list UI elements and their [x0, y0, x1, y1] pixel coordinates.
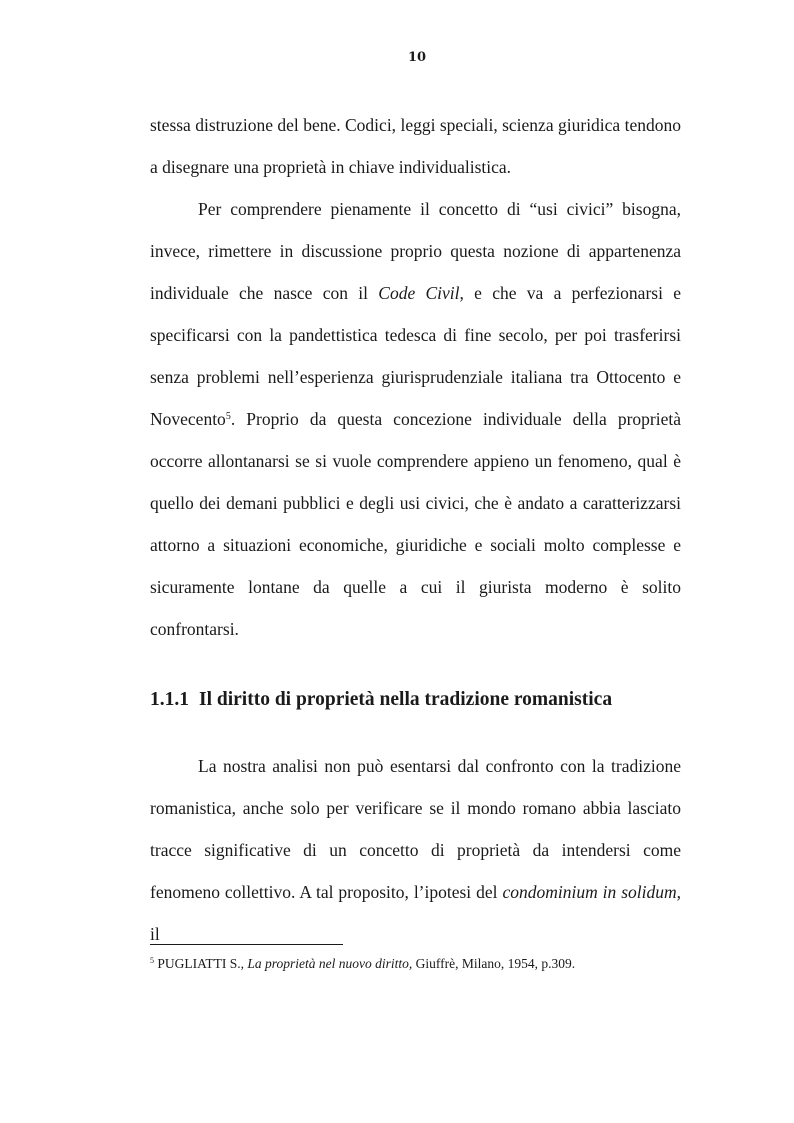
- paragraph-text: [150, 745, 681, 955]
- footnote-separator: [150, 944, 343, 945]
- footnote-author: PUGLIATTI S.,: [154, 956, 248, 971]
- footnote: [150, 954, 690, 974]
- section-title: Il diritto di proprietà nella tradizione romanistica: [199, 689, 613, 710]
- paragraph-usi-civici: [150, 188, 681, 650]
- text-run: e che va a perfezionarsi e specificarsi con la pandettistica tedesca di fine secolo, per poi trasferirsi senza problemi nell’esperienza giurisprudenziale italiana tra Ottocento e Novecento: [150, 283, 681, 429]
- footnote-title: La proprietà nel nuovo diritto,: [247, 956, 413, 971]
- paragraph-text: [150, 188, 681, 650]
- paragraph-continuation: [150, 104, 681, 188]
- italic-term: condominium in solidum,: [502, 882, 681, 902]
- text-run: La nostra analisi non può esentarsi dal confronto con la tradizione romanistica, anche solo per verificare se il mondo romano abbia lasciato tracce significative di un concetto di proprietà da intendersi come fenomeno collettivo. A tal proposito, l’ipotesi del: [150, 756, 681, 902]
- text-run: il: [150, 924, 160, 944]
- text-run: . Proprio da questa concezione individuale della proprietà occorre allontanarsi se si vuole comprendere appieno un fenomeno, qual è quello dei demani pubblici e degli usi civici, che è andato a caratterizzarsi attorno a situazioni economiche, giuridiche e sociali molto complesse e sicuramente lontane da quelle a cui il giurista moderno è solito confrontarsi.: [150, 409, 681, 639]
- paragraph-tradizione-romanistica: [150, 745, 681, 955]
- italic-citation: Code Civil,: [378, 283, 464, 303]
- section-heading: [150, 684, 710, 716]
- text-run: Per comprendere pienamente il concetto di “usi civici” bisogna, invece, rimettere in discussione proprio questa nozione di appartenenza individuale che nasce con il: [150, 199, 681, 303]
- footnote-reference[interactable]: 5: [225, 411, 231, 422]
- paragraph-text: stessa distruzione del bene. Codici, leggi speciali, scienza giuridica tendono a disegnare una proprietà in chiave individualistica.: [150, 115, 681, 177]
- footnote-marker: 5: [150, 956, 154, 965]
- footnote-publication: Giuffrè, Milano, 1954, p.309.: [412, 956, 576, 971]
- section-number: 1.1.1: [150, 689, 189, 710]
- page-number: 10: [407, 50, 427, 65]
